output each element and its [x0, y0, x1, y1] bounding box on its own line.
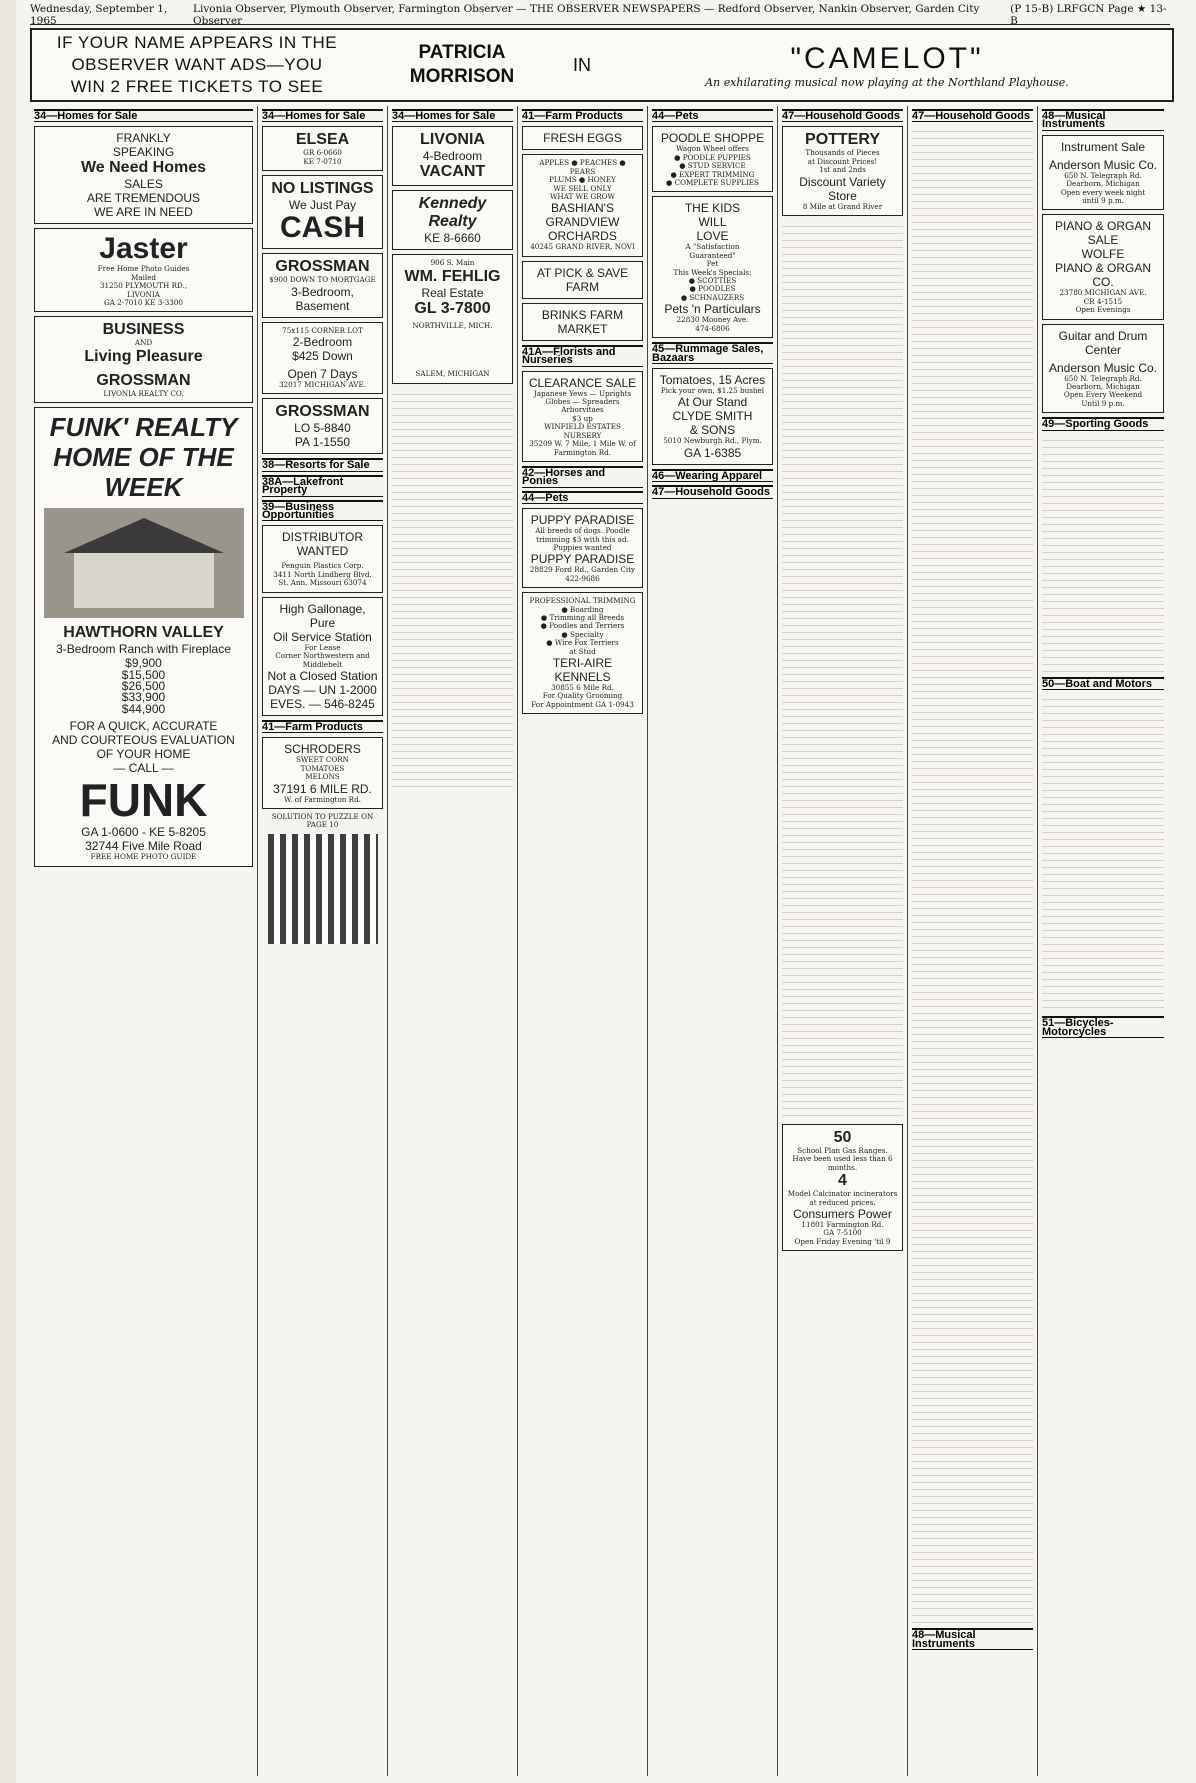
ad-line: GA 1-6385 [683, 445, 742, 460]
ad-line: 75x115 CORNER LOT [282, 325, 363, 335]
ad-grossman-2 [262, 398, 383, 454]
show-tagline: An exhilarating musical now playing at the Northland Playhouse. [705, 75, 1069, 89]
column-1 [30, 106, 258, 1776]
ad-line: W. of Farmington Rd. [284, 794, 361, 804]
ad-line: 906 S. Main [430, 258, 475, 268]
contest-line: OBSERVER WANT ADS—YOU [71, 55, 323, 74]
ad-line: PROFESSIONAL TRIMMING [529, 596, 636, 606]
contest-line: WIN 2 FREE TICKETS TO SEE [70, 77, 324, 96]
ad-line: DAYS — UN 1-2000 [268, 682, 377, 697]
column-8 [1038, 106, 1168, 1776]
section-heading: 49—Sporting Goods [1042, 417, 1164, 430]
ad-line: BRINKS FARM MARKET [541, 307, 624, 336]
ad-line: ● EXPERT TRIMMING [670, 169, 755, 179]
ad-kids-pet [652, 196, 773, 338]
ad-clearance [522, 371, 643, 462]
ad-piano [1042, 214, 1164, 319]
ad-gas-station [262, 597, 383, 716]
ad-line: VACANT [419, 163, 486, 181]
contest-text [32, 32, 362, 98]
ad-line: WOLFE [1081, 247, 1125, 262]
ad-line: BASHIAN'S [551, 201, 614, 216]
ad-instrument-sale [1042, 135, 1164, 211]
ad-line: AT PICK & SAVE FARM [536, 265, 629, 294]
ad-line: Open Friday Evening 'til 9 [794, 1236, 891, 1246]
classified-text [1042, 693, 1164, 1013]
column-2 [258, 106, 388, 1776]
ad-line: PUPPY PARADISE [530, 552, 635, 567]
price: $9,900 [125, 656, 162, 671]
ad-bashian [522, 154, 643, 256]
ad-grossman [262, 253, 383, 317]
ad-line: KE 8-6660 [424, 231, 481, 246]
ad-eggs [522, 126, 643, 150]
ad-line: Globes — Spreaders [545, 397, 620, 407]
ad-line: Arborvitaes [561, 405, 604, 415]
column-7 [908, 106, 1038, 1776]
ad-line: Discount Variety Store [799, 174, 886, 203]
ad-line: 30855 6 Mile Rd. [551, 683, 614, 692]
ad-line: Center [1084, 342, 1122, 357]
funk-call: — CALL — [113, 761, 174, 776]
ad-line: Middlebelt [302, 659, 343, 669]
ad-line: 4 [838, 1172, 847, 1190]
section-heading: 41A—Florists and Nurseries [522, 345, 643, 367]
column-3 [388, 106, 518, 1776]
ad-line: GRANDVIEW [545, 215, 620, 230]
classified-text [912, 125, 1033, 1625]
ad-line: A "Satisfaction [685, 242, 740, 252]
ad-line: 37191 6 MILE RD. [273, 781, 372, 796]
ad-line: PUPPY PARADISE [530, 513, 635, 528]
ad-line: KE 7-0710 [303, 156, 342, 166]
ad-line: 23780 MICHIGAN AVE. [1059, 288, 1147, 298]
ad-line: WE ARE IN NEED [94, 205, 193, 220]
ad-line: Guitar and Drum [1058, 328, 1148, 343]
ad-jaster [34, 228, 253, 312]
column-6 [778, 106, 908, 1776]
ad-line: TERI-AIRE KENNELS [552, 656, 613, 684]
ad-line: CASH [279, 211, 365, 245]
ad-line: 11801 Farmington Rd. [801, 1220, 884, 1230]
ad-line: Instrument Sale [1060, 139, 1146, 154]
ad-line: ● Specialty [561, 629, 604, 639]
ad-line: GROSSMAN [275, 258, 370, 276]
star-name [362, 41, 562, 89]
ad-line: NURSERY [563, 430, 602, 440]
ad-line: PIANO & ORGAN CO. [1054, 261, 1152, 290]
ad-line: Consumers Power [793, 1207, 892, 1222]
funk-cta: OF YOUR HOME [96, 747, 191, 762]
funk-logo: FUNK [79, 774, 208, 827]
ad-line: Open every week night [1060, 187, 1146, 197]
ad-line: 28829 Ford Rd., Garden City [529, 565, 636, 575]
ad-line: Anderson Music Co. [1048, 360, 1158, 375]
section-heading: 48—Musical Instruments [912, 1628, 1033, 1650]
ad-line: 474-6806 [695, 323, 730, 333]
section-heading: 38—Resorts for Sale [262, 458, 383, 471]
page-margin [0, 0, 16, 1783]
ad-line: LIVONIA [420, 131, 485, 149]
ad-line: BUSINESS [102, 321, 185, 339]
funk-cta: FOR A QUICK, ACCURATE [69, 719, 218, 734]
ad-line: For Lease [304, 642, 341, 652]
header-page: (P 15-B) LRFGCN Page ★ 13-B [1010, 3, 1167, 27]
ad-line: Living Pleasure [84, 347, 203, 365]
ad-line: 31250 PLYMOUTH RD., [99, 281, 188, 291]
house-photo [44, 508, 244, 618]
banner-in: IN [573, 54, 591, 75]
ad-line: WINFIELD ESTATES [544, 422, 621, 432]
section-heading: 47—Household Goods [782, 109, 903, 122]
ad-distributor [262, 525, 383, 592]
section-heading: 34—Homes for Sale [392, 109, 513, 122]
funk-guide: FREE HOME PHOTO GUIDE [90, 852, 197, 862]
ad-line: CLEARANCE SALE [528, 375, 637, 390]
ad-line: WHAT WE GROW [550, 192, 615, 202]
price: $44,900 [121, 701, 166, 716]
star-first: PATRICIA [418, 42, 506, 63]
ad-line: Jaster [99, 232, 188, 266]
ad-line: ● Wire Fox Terriers [546, 638, 619, 648]
ad-line: DISTRIBUTOR [281, 530, 364, 545]
ad-line: 3-Bedroom, Basement [291, 284, 354, 313]
ad-line: Model Calcinator incinerators at reduced prices. [787, 1189, 898, 1207]
funk-phone: GA 1-0600 - KE 5-8205 [81, 825, 206, 840]
ad-line: SWEET CORN [296, 755, 349, 765]
ad-schroders [262, 737, 383, 809]
price: $15,500 [121, 667, 166, 682]
ad-line: PIANO & ORGAN SALE [1054, 219, 1152, 248]
ad-line: St. Ann, Missouri 63074 [278, 578, 367, 588]
ad-line: ● SCHNAUZERS [680, 292, 745, 302]
section-heading: 41—Farm Products [522, 109, 643, 122]
ad-line: POTTERY [805, 131, 880, 149]
ad-line: We Need Homes [80, 159, 207, 177]
section-heading: 51—Bicycles-Motorcycles [1042, 1016, 1164, 1038]
ad-line: Corner Northwestern and [275, 651, 370, 661]
ad-line: SALES [124, 177, 163, 192]
ad-line: $425 Down [292, 349, 353, 364]
ad-line: GR 6-0660 [303, 148, 342, 158]
show-name: "CAMELOT" [790, 41, 984, 75]
contest-line: IF YOUR NAME APPEARS IN THE [56, 33, 338, 52]
section-heading: 42—Horses and Ponies [522, 466, 643, 488]
ad-line: EVES. — 546-8245 [270, 696, 375, 711]
ad-line: 422-9686 [565, 573, 600, 583]
ad-line: 2-Bedroom [292, 335, 353, 350]
ad-line: ORCHARDS [548, 229, 617, 244]
ad-line: POODLE SHOPPE [660, 131, 765, 146]
ad-line: ELSEA [295, 131, 350, 149]
ad-line: At Our Stand [677, 395, 748, 410]
ad-funk [34, 407, 253, 866]
ad-line: WANTED [296, 544, 349, 559]
property-name: HAWTHORN VALLEY [63, 624, 224, 642]
ad-line: 5010 Newburgh Rd., Plym. [663, 436, 762, 446]
classified-columns [30, 106, 1170, 1776]
ad-line: GROSSMAN [275, 403, 370, 421]
ad-line: Anderson Music Co. [1048, 157, 1158, 172]
ad-line: APPLES ● PEACHES ● PEARS [539, 158, 626, 176]
ad-line: ● SCOTTIES [688, 276, 737, 286]
section-heading: 41—Farm Products [262, 720, 383, 733]
ad-line: Mailed [130, 272, 157, 282]
ad-line: at Stud [569, 646, 596, 656]
ad-line: Real Estate [421, 285, 484, 300]
ad-cornerlot [262, 322, 383, 395]
ad-line: GA 2-7010 KE 3-3300 [104, 298, 183, 308]
section-heading: 47—Household Goods [912, 109, 1033, 122]
ad-line: Wagon Wheel offers [676, 144, 749, 154]
ad-kennedy [392, 190, 513, 250]
ad-guitar [1042, 324, 1164, 414]
section-heading: 47—Household Goods [652, 485, 773, 498]
ad-line: 8 Mile at Grand River [802, 201, 883, 211]
ad-line: at Discount Prices! [807, 156, 878, 166]
ad-line: NORTHVILLE, MICH. [412, 320, 493, 330]
ad-picksave [522, 261, 643, 299]
ad-line: 40245 GRAND RIVER, NOVI [530, 242, 635, 252]
ad-line: Kennedy Realty [418, 195, 487, 231]
ad-line: WE SELL ONLY [553, 183, 612, 193]
ad-business [34, 316, 253, 403]
classified-text [392, 388, 513, 788]
ad-line: ● Poodles and Terriers [540, 621, 625, 631]
funk-title: HOME OF THE WEEK [53, 442, 234, 503]
show-title [602, 42, 1172, 89]
ad-line: Thousands of Pieces [805, 148, 880, 158]
ad-line: Open 7 Days [287, 367, 358, 382]
ad-frankly [34, 126, 253, 224]
ad-line: 32017 MICHIGAN AVE. [278, 380, 366, 390]
section-heading: 44—Pets [652, 109, 773, 122]
ad-line: High Gallonage, Pure [279, 601, 366, 630]
ad-line: School Plan Gas Ranges. Have been used less than 6 months. [792, 1146, 893, 1172]
ad-line: Japanese Yews — Uprights [533, 388, 632, 398]
ad-line: MELONS [305, 772, 340, 782]
ad-consumers-power [782, 1124, 903, 1251]
classified-text [782, 220, 903, 1120]
section-heading: 34—Homes for Sale [34, 109, 253, 122]
funk-cta: AND COURTEOUS EVALUATION [52, 733, 235, 748]
ad-line: ARE TREMENDOUS [86, 191, 201, 206]
ad-line: NO LISTINGS [271, 180, 374, 198]
ad-line: All breeds of dogs. Poodle trimming $3 with this ad. Puppies wanted [535, 526, 630, 552]
header-date: Wednesday, September 1, 1965 [30, 3, 168, 27]
ad-line: FRESH EGGS [543, 131, 622, 146]
section-heading: 50—Boat and Motors [1042, 677, 1164, 690]
ad-line: LOVE [696, 229, 729, 244]
funk-address: 32744 Five Mile Road [85, 839, 202, 854]
ad-brinks [522, 303, 643, 341]
ad-line: 22830 Mooney Ave. [676, 315, 749, 325]
property-subtitle: 3-Bedroom Ranch with Fireplace [56, 642, 231, 657]
header-mast: Livonia Observer, Plymouth Observer, Farmington Observer — THE OBSERVER NEWSPAPERS — Redford Observer, Nankin Observer, Garden City Observer [192, 3, 980, 27]
ad-line: LIVONIA REALTY CO. [103, 388, 184, 398]
price: $33,900 [121, 690, 166, 705]
funk-title: FUNK' REALTY [49, 412, 238, 443]
ad-line: Pick your own, $1.25 bushel [660, 385, 765, 395]
ad-line: Until 9 p.m. [1081, 398, 1125, 408]
ad-line: SALEM, MICHIGAN [415, 369, 490, 379]
ad-nolistings [262, 175, 383, 249]
ad-line: WILL [698, 215, 727, 230]
ad-line: SCHRODERS [284, 742, 361, 757]
ad-line: 4-Bedroom [422, 149, 483, 164]
ad-line: ● Trimming all Breeds [540, 612, 625, 622]
ad-line: 650 N. Telegraph Rd. [1064, 373, 1142, 383]
ad-line: We Just Pay [288, 198, 357, 213]
ad-line: 650 N. Telegraph Rd. [1064, 170, 1142, 180]
ad-pottery [782, 126, 903, 216]
classified-text [1042, 434, 1164, 674]
ad-line: For Appointment GA 1-0943 [531, 699, 634, 709]
ad-elsea [262, 126, 383, 171]
ad-line: Guaranteed" [689, 250, 736, 260]
ad-tomatoes [652, 368, 773, 465]
price: $26,500 [121, 679, 166, 694]
ad-line: ● STUD SERVICE [679, 161, 746, 171]
ad-line: ● Boarding [561, 604, 604, 614]
ad-line: Oil Service Station [273, 629, 372, 644]
ad-line: FRANKLY [116, 131, 171, 146]
ad-line: 35209 W. 7 Mile, 1 Mile W. of Farmington Rd. [529, 439, 636, 457]
ad-line: TOMATOES [300, 763, 345, 773]
ad-line: ● POODLES [689, 284, 736, 294]
ad-line: Not a Closed Station [267, 668, 378, 683]
ad-line: PLUMS ● HONEY [549, 175, 616, 185]
ad-teriaire [522, 592, 643, 714]
section-heading: 48—Musical Instruments [1042, 109, 1164, 131]
ad-line: 1st and 2nds [819, 165, 866, 175]
ad-line: GROSSMAN [96, 371, 191, 389]
column-4 [518, 106, 648, 1776]
ad-poodle-shoppe [652, 126, 773, 192]
ad-line: Pets 'n Particulars [664, 302, 761, 317]
ad-line: Free Home Photo Guides [97, 264, 190, 274]
puzzle-solution-label: SOLUTION TO PUZZLE ON PAGE 10 [271, 811, 374, 830]
ad-line: This Week's Specials: [673, 267, 752, 277]
ad-line: until 9 p.m. [1082, 196, 1124, 206]
ad-line: Tomatoes, 15 Acres [659, 372, 766, 387]
ad-line: Open Every Weekend [1063, 390, 1143, 400]
ad-line: PA 1-1550 [294, 435, 351, 450]
ad-line: $3 up [572, 413, 593, 423]
ad-line: GL 3-7800 [414, 299, 491, 317]
ad-livonia [392, 126, 513, 186]
column-5 [648, 106, 778, 1776]
ad-line: CLYDE SMITH [672, 409, 753, 424]
ad-line: & SONS [689, 423, 736, 438]
ad-line: ● COMPLETE SUPPLIES [666, 178, 759, 188]
ad-line: THE KIDS [684, 201, 741, 216]
ad-line: LIVONIA [127, 289, 160, 299]
ad-line: 50 [833, 1129, 852, 1147]
ad-line: WM. FEHLIG [404, 267, 501, 285]
ad-fehlig [392, 254, 513, 383]
section-heading: 46—Wearing Apparel [652, 469, 773, 482]
page-header [30, 3, 1170, 27]
ad-line: Dearborn, Michigan [1066, 179, 1140, 189]
section-heading: 39—Business Opportunities [262, 500, 383, 522]
ad-line: 3411 North Lindberg Blvd. [273, 569, 372, 579]
ad-line: Penguin Plastics Corp. [281, 561, 364, 571]
ad-line: CR 4-1515 [1083, 296, 1123, 306]
ad-puppy [522, 508, 643, 588]
section-heading: 34—Homes for Sale [262, 109, 383, 122]
ad-line: Pet [706, 259, 719, 269]
section-heading: 45—Rummage Sales, Bazaars [652, 342, 773, 364]
ad-line: AND [134, 338, 153, 348]
ad-line: GA 7-5100 [823, 1228, 862, 1238]
section-heading: 44—Pets [522, 491, 643, 504]
section-heading: 38A—Lakefront Property [262, 475, 383, 497]
ad-line: For Quality Grooming [542, 691, 623, 701]
ad-line: $900 DOWN TO MORTGAGE [269, 275, 376, 285]
ad-line: SPEAKING [112, 145, 175, 160]
ad-line: Dearborn, Michigan [1066, 382, 1140, 392]
camelot-banner [30, 28, 1174, 102]
crossword-grid [268, 834, 378, 944]
ad-line: ● POODLE PUPPIES [674, 152, 751, 162]
ad-line: Open Evenings [1075, 305, 1131, 315]
ad-line: LO 5-8840 [294, 421, 351, 436]
star-last: MORRISON [409, 66, 515, 87]
